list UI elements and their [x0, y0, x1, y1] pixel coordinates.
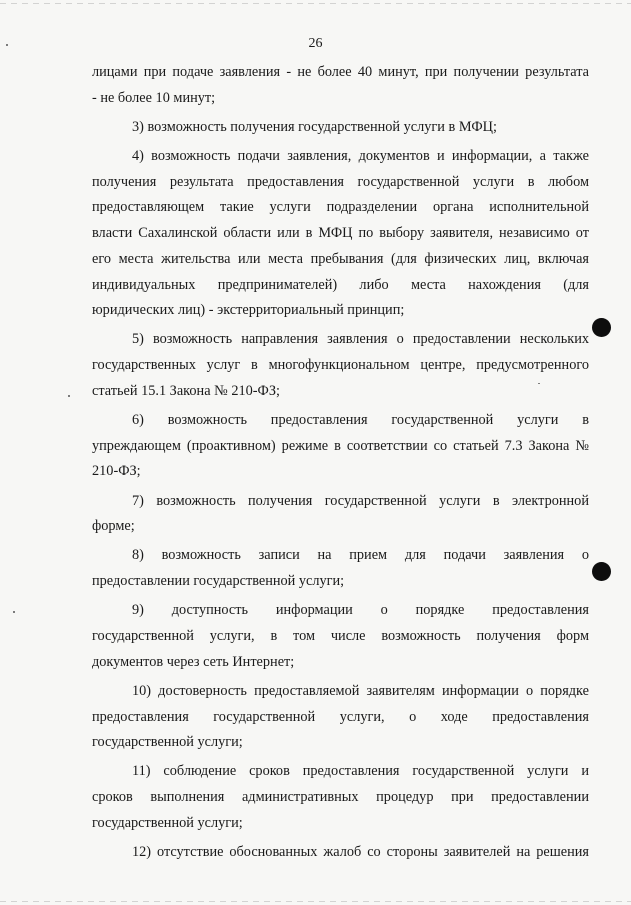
text-line: 8) возможность записи на прием для подачи заявления о [132, 547, 589, 564]
punch-hole-mark [592, 318, 611, 337]
text-line: получения результата предоставления государственной услуги в любом [92, 173, 589, 190]
text-line: документов через сеть Интернет; [92, 653, 295, 670]
text-line: государственных услуг в многофункциональном центре, предусмотренного [92, 357, 589, 374]
text-line: форме; [92, 518, 135, 535]
text-line: 11) соблюдение сроков предоставления государственной услуги и [132, 763, 589, 780]
text-line: 6) возможность предоставления государственной услуги в [132, 411, 589, 428]
scan-edge-bottom [0, 901, 631, 902]
text-line: индивидуальных предпринимателей) либо места нахождения (для [92, 276, 589, 293]
text-line: его места жительства или места пребывания (для физических лиц, включая [92, 250, 589, 267]
text-line: 5) возможность направления заявления о предоставлении нескольких [132, 331, 589, 348]
text-line: лицами при подаче заявления - не более 40 минут, при получении результата [92, 64, 589, 80]
text-line: предоставлении государственной услуги; [92, 573, 345, 590]
text-line: юридических лиц) - экстерриториальный принцип; [92, 302, 405, 319]
text-line: статьей 15.1 Закона № 210-ФЗ; [92, 382, 280, 399]
scan-edge-top [0, 3, 631, 4]
text-line: 12) отсутствие обоснованных жалоб со стороны заявителей на решения [132, 843, 589, 860]
text-line: государственной услуги, в том числе возможность получения форм [92, 627, 589, 644]
page-number: 26 [308, 36, 323, 51]
text-line: 9) доступность информации о порядке предоставления [132, 602, 589, 619]
text-line: упреждающем (проактивном) режиме в соответствии со статьей 7.3 Закона № [92, 437, 589, 454]
scan-speck [6, 44, 8, 46]
scan-speck [68, 395, 70, 397]
text-line: 10) достоверность предоставляемой заявителям информации о порядке [132, 682, 589, 699]
text-line: власти Сахалинской области или в МФЦ по выбору заявителя, независимо от [92, 225, 589, 242]
text-line: сроков выполнения административных процедур при предоставлении [92, 789, 589, 806]
scan-speck [538, 383, 540, 384]
text-line: государственной услуги; [92, 814, 243, 831]
text-line: предоставления государственной услуги, о ходе предоставления [92, 708, 589, 725]
punch-hole-mark [592, 562, 611, 581]
text-line: государственной услуги; [92, 734, 243, 751]
text-line: 210-ФЗ; [92, 463, 141, 480]
scan-speck [13, 611, 15, 613]
text-line: 7) возможность получения государственной услуги в электронной [132, 492, 589, 509]
document-body [92, 60, 589, 866]
text-line: 3) возможность получения государственной услуги в МФЦ; [132, 118, 497, 135]
text-line: - не более 10 минут; [92, 89, 216, 106]
text-line: 4) возможность подачи заявления, документов и информации, а также [132, 148, 589, 165]
text-line: предоставляющем такие услуги подразделении органа исполнительной [92, 199, 589, 216]
